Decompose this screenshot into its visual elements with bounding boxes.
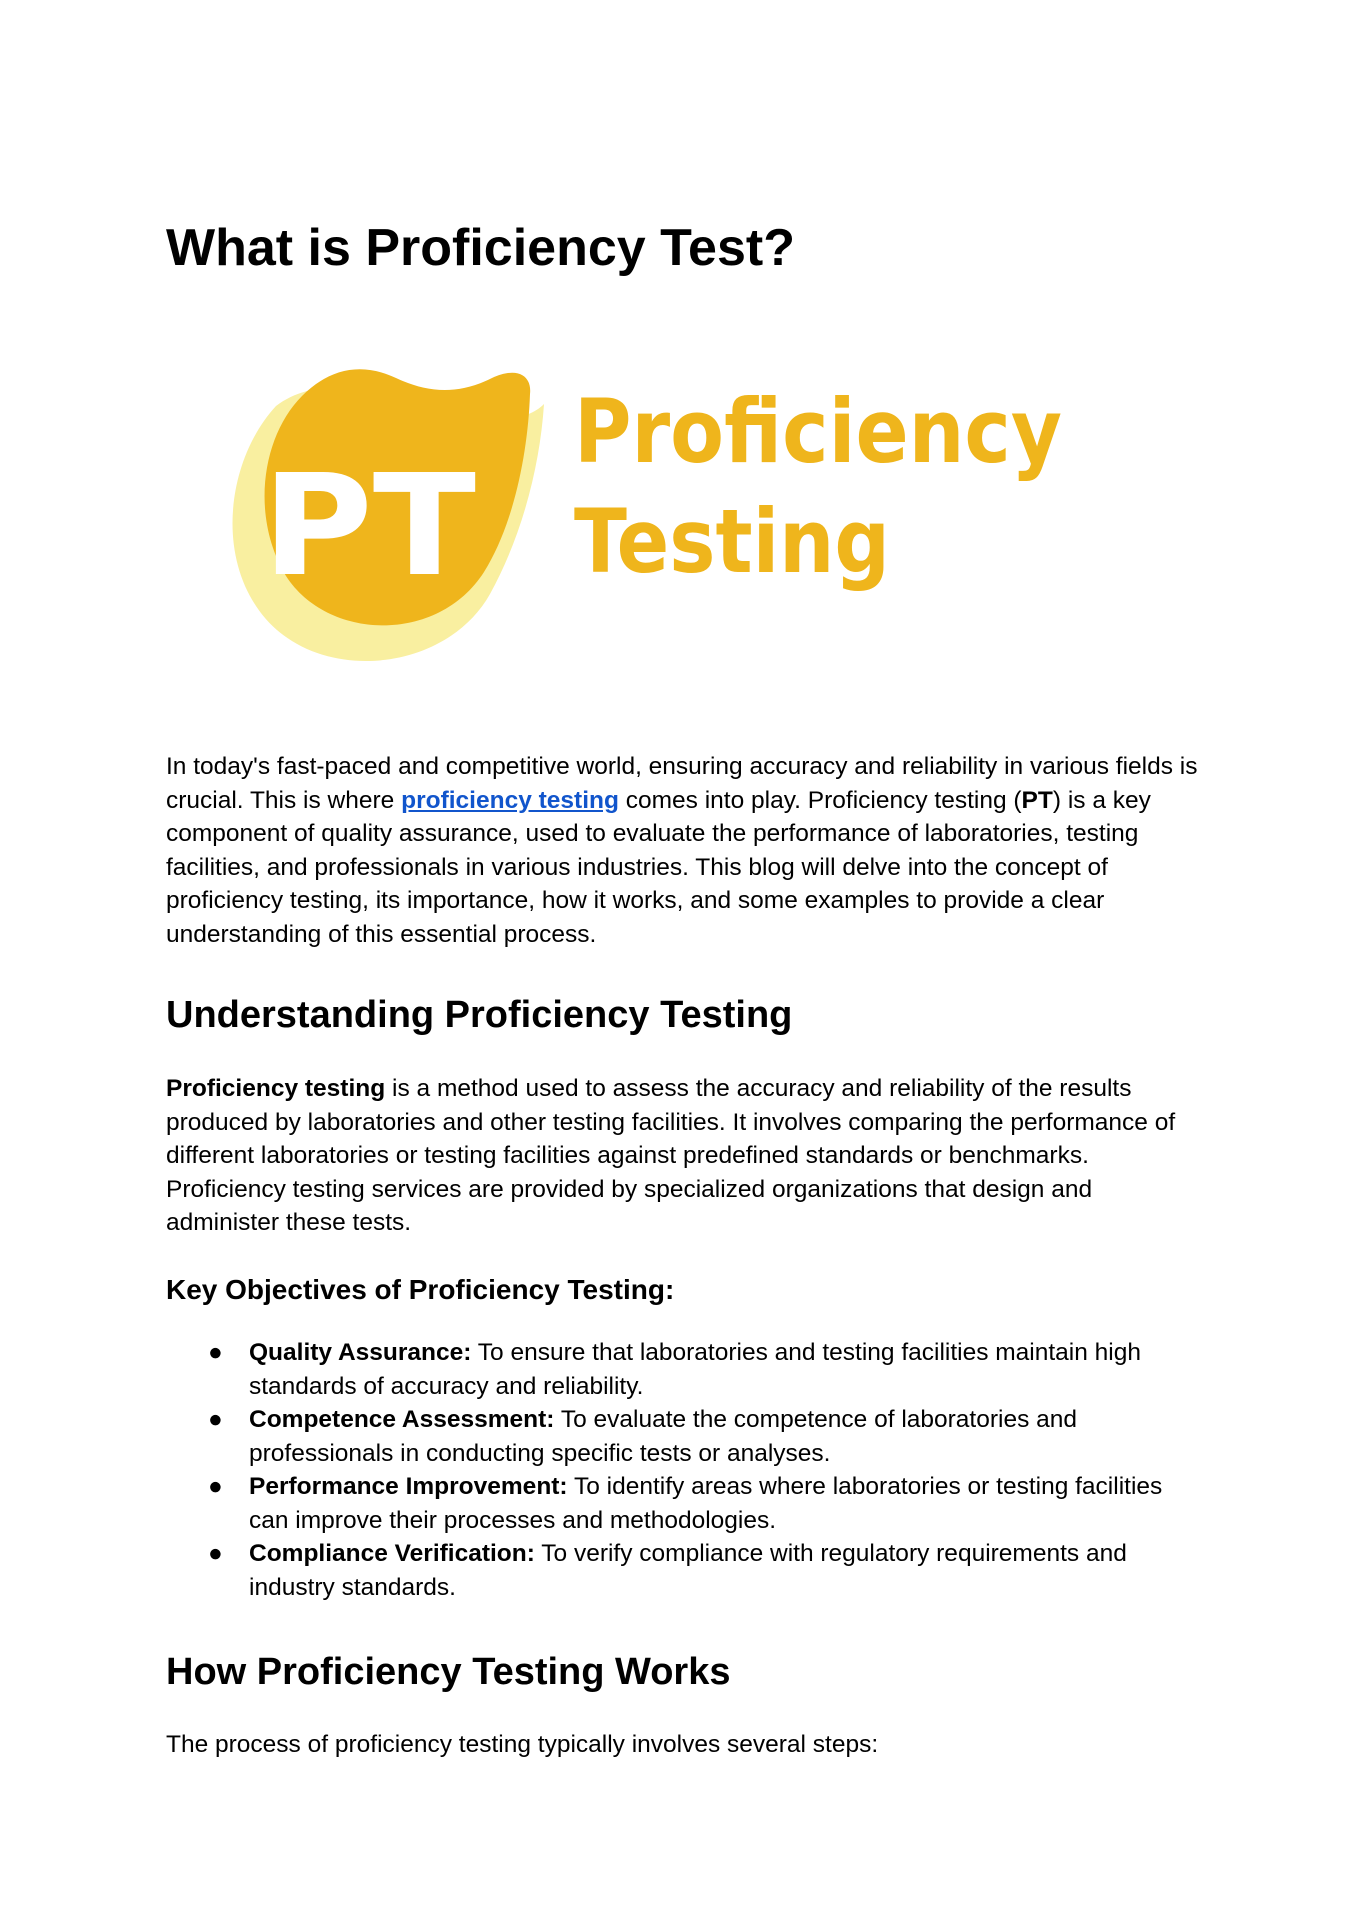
- objective-label: Quality Assurance:: [249, 1339, 472, 1366]
- understanding-bold-lead: Proficiency testing: [166, 1075, 386, 1102]
- list-item: [166, 1336, 1206, 1403]
- list-item: [166, 1403, 1206, 1470]
- understanding-heading: Understanding Proficiency Testing: [166, 994, 793, 1036]
- bullet-icon: ●: [208, 1406, 223, 1433]
- objectives-list: [166, 1336, 1206, 1604]
- logo-line-testing: Testing: [574, 490, 890, 593]
- bullet-icon: ●: [208, 1540, 223, 1567]
- bullet-icon: ●: [208, 1473, 223, 1500]
- intro-paragraph: [166, 750, 1206, 951]
- objective-label: Compliance Verification:: [249, 1540, 535, 1567]
- intro-text-2: comes into play. Proficiency testing (: [618, 786, 1022, 814]
- list-item: [166, 1537, 1206, 1604]
- objective-text: To evaluate the competence of laboratories and professionals in conducting specific tests or analyses.: [249, 1406, 1078, 1467]
- list-item: [166, 1470, 1206, 1537]
- objective-text: To identify areas where laboratories or testing facilities can improve their processes and methodologies.: [249, 1473, 1163, 1534]
- intro-text-1: In today's fast-paced and competitive world, ensuring accuracy and reliability in various fields is crucial. This is where: [166, 753, 1198, 814]
- objective-label: Performance Improvement:: [249, 1473, 568, 1500]
- objective-text: To ensure that laboratories and testing facilities maintain high standards of accuracy and reliability.: [249, 1339, 1142, 1400]
- objective-text: To verify compliance with regulatory requirements and industry standards.: [249, 1540, 1127, 1601]
- page-title: What is Proficiency Test?: [166, 219, 795, 277]
- how-it-works-heading: How Proficiency Testing Works: [166, 1651, 731, 1693]
- pt-abbreviation: PT: [1021, 786, 1053, 814]
- how-it-works-paragraph: The process of proficiency testing typically involves several steps:: [166, 1731, 879, 1758]
- objectives-subheading: Key Objectives of Proficiency Testing:: [166, 1274, 675, 1305]
- intro-text-3: ) is a key component of quality assurance, used to evaluate the performance of laboratories, testing facilities, and professionals in various industries. This blog will delve into the concept of proficiency testing, its importance, how it works, and some examples to provide a clear understanding of this essential process.: [166, 786, 1151, 948]
- understanding-paragraph: [166, 1072, 1206, 1240]
- understanding-body: is a method used to assess the accuracy and reliability of the results produced by laboratories and other testing facilities. It involves comparing the performance of different laboratories or testing facilities against predefined standards or benchmarks. Proficiency testing services are provided by specialized organizations that design and administer these tests.: [166, 1075, 1176, 1236]
- logo-line-proficiency: Proficiency: [574, 380, 1062, 483]
- bullet-icon: ●: [208, 1339, 223, 1366]
- objective-label: Competence Assessment:: [249, 1406, 555, 1433]
- proficiency-testing-link[interactable]: proficiency testing: [401, 786, 619, 814]
- proficiency-testing-logo: [222, 356, 1142, 666]
- logo-initials: PT: [262, 445, 476, 608]
